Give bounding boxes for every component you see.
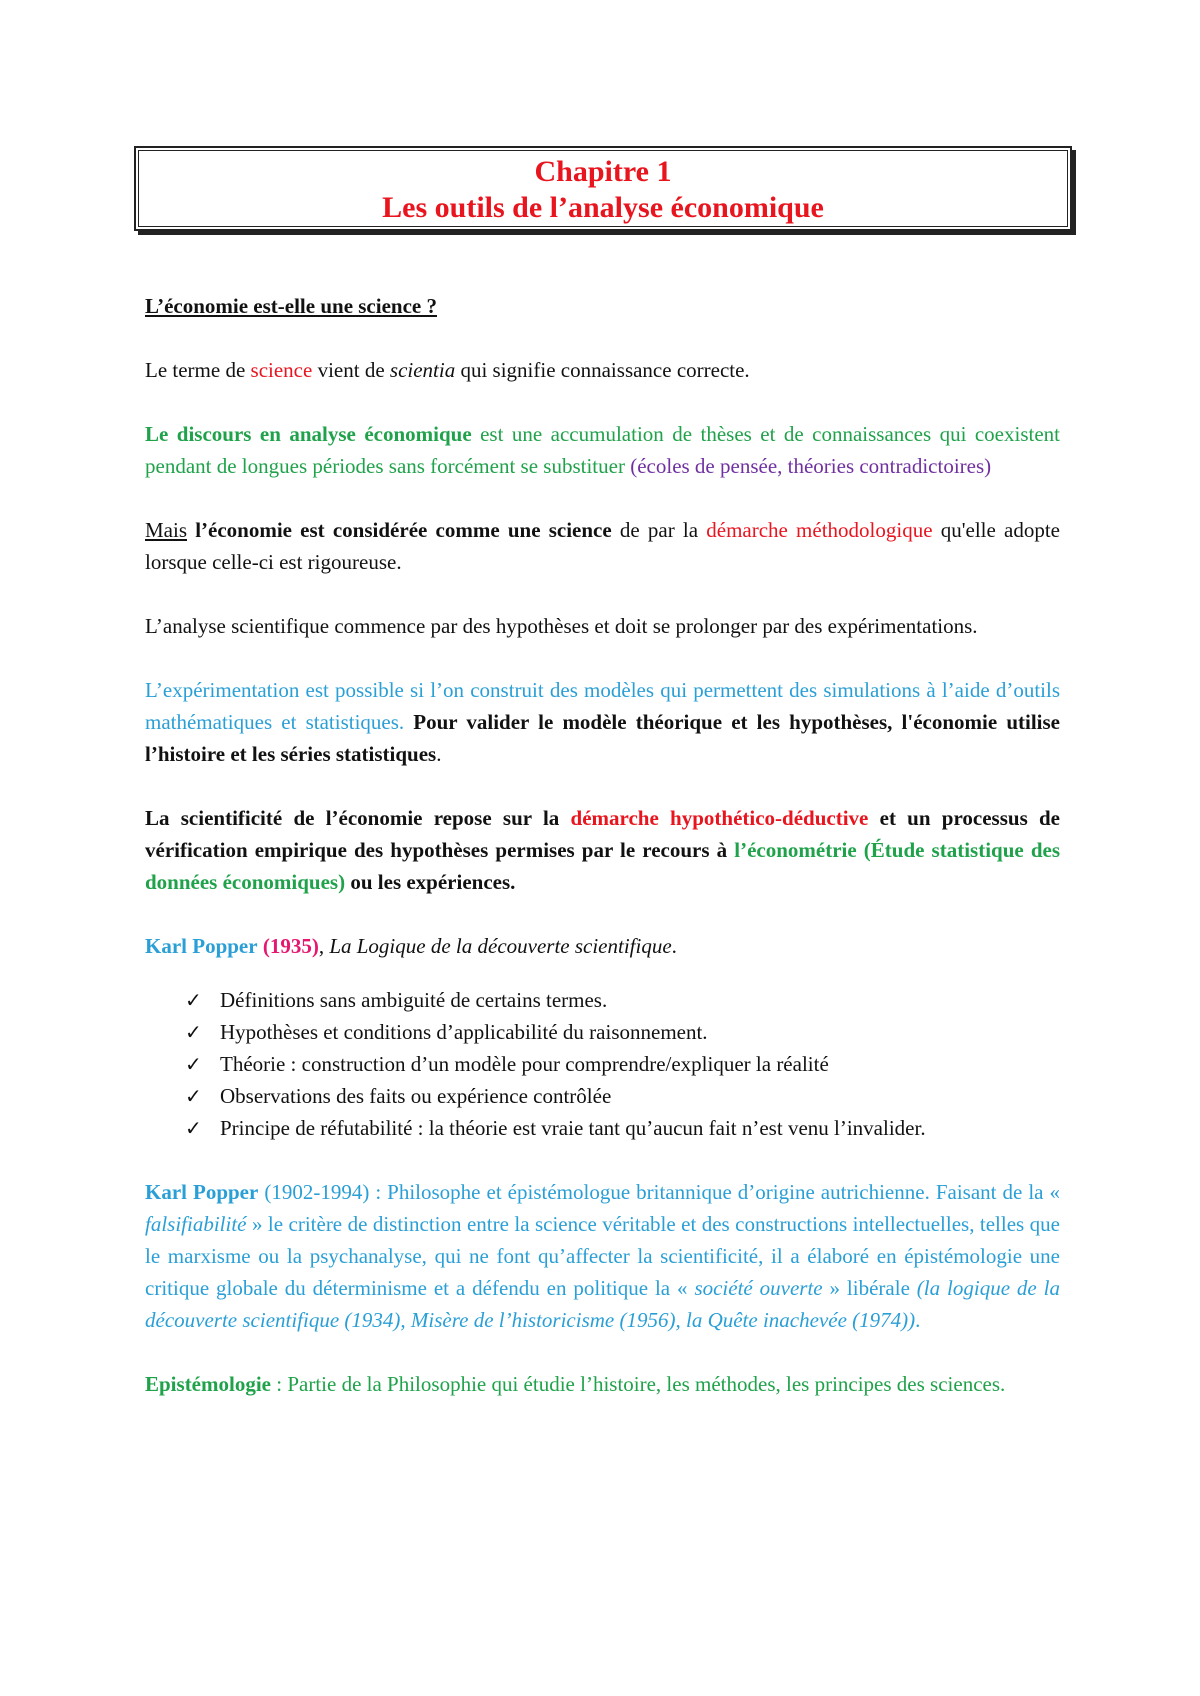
popper-reference: Karl Popper (1935), La Logique de la découverte scientifique. [145,934,677,958]
list-item: ✓ Principe de réfutabilité : la théorie est vraie tant qu’aucun fait n’est venu l’invalider. [185,1112,1060,1144]
epistemology-definition: Epistémologie : Partie de la Philosophie qui étudie l’histoire, les méthodes, les principes des sciences. [145,1372,1006,1396]
check-icon: ✓ [185,1084,202,1108]
check-icon: ✓ [185,988,202,1012]
list-item: ✓ Hypothèses et conditions d’applicabilité du raisonnement. [185,1016,1060,1048]
paragraph-methodology: Mais l’économie est considérée comme une science de par la démarche méthodologique qu'elle adopte lorsque celle-ci est rigoureuse. [145,518,1061,574]
check-icon: ✓ [185,1020,202,1044]
chapter-number: Chapitre 1 [534,155,672,188]
list-item: ✓ Définitions sans ambiguité de certains termes. [185,984,1060,1016]
paragraph-scientificity: La scientificité de l’économie repose sur la démarche hypothético-déductive et un processus de vérification empirique des hypothèses permises par le recours à l’économétrie (Étude statistique des données économiques) ou les expériences. [145,806,1061,894]
popper-biography: Karl Popper (1902-1994) : Philosophe et épistémologue britannique d’origine autrichienne. Faisant de la « falsifiabilité » le critère de distinction entre la science véritable et des constructions intellectuelles, telles que le marxisme ou la psychanalyse, qui ne font qu’affecter la scientificité, il a élaboré en épistémologie une critique globale du déterminisme et a défendu en politique la « société ouverte » libérale (la logique de la découverte scientifique (1934), Misère de l’historicisme (1956), la Quête inachevée (1974)). [145,1180,1060,1332]
check-icon: ✓ [185,1116,202,1140]
list-item: ✓ Observations des faits ou expérience contrôlée [185,1080,1060,1112]
list-item: ✓ Théorie : construction d’un modèle pour comprendre/expliquer la réalité [185,1048,1060,1080]
section-heading: L’économie est-elle une science ? [145,294,437,318]
paragraph-scientific-analysis: L’analyse scientifique commence par des hypothèses et doit se prolonger par des expérimentations. [145,614,978,638]
chapter-title-box [134,146,1072,231]
paragraph-experimentation: L’expérimentation est possible si l’on construit des modèles qui permettent des simulations à l’aide d’outils mathématiques et statistiques. Pour valider le modèle théorique et les hypothèses, l'économie utilise l’histoire et les séries statistiques. [145,678,1060,766]
paragraph-science-definition: Le terme de science vient de scientia qui signifie connaissance correcte. [145,358,750,382]
chapter-title: Les outils de l’analyse économique [382,191,824,224]
document-body [145,290,1060,1432]
term-science: science [250,358,313,382]
criteria-checklist [145,984,1060,1144]
check-icon: ✓ [185,1052,202,1076]
paragraph-discourse: Le discours en analyse économique est une accumulation de thèses et de connaissances qui coexistent pendant de longues périodes sans forcément se substituer (écoles de pensée, théories contradictoires) [145,422,1060,478]
